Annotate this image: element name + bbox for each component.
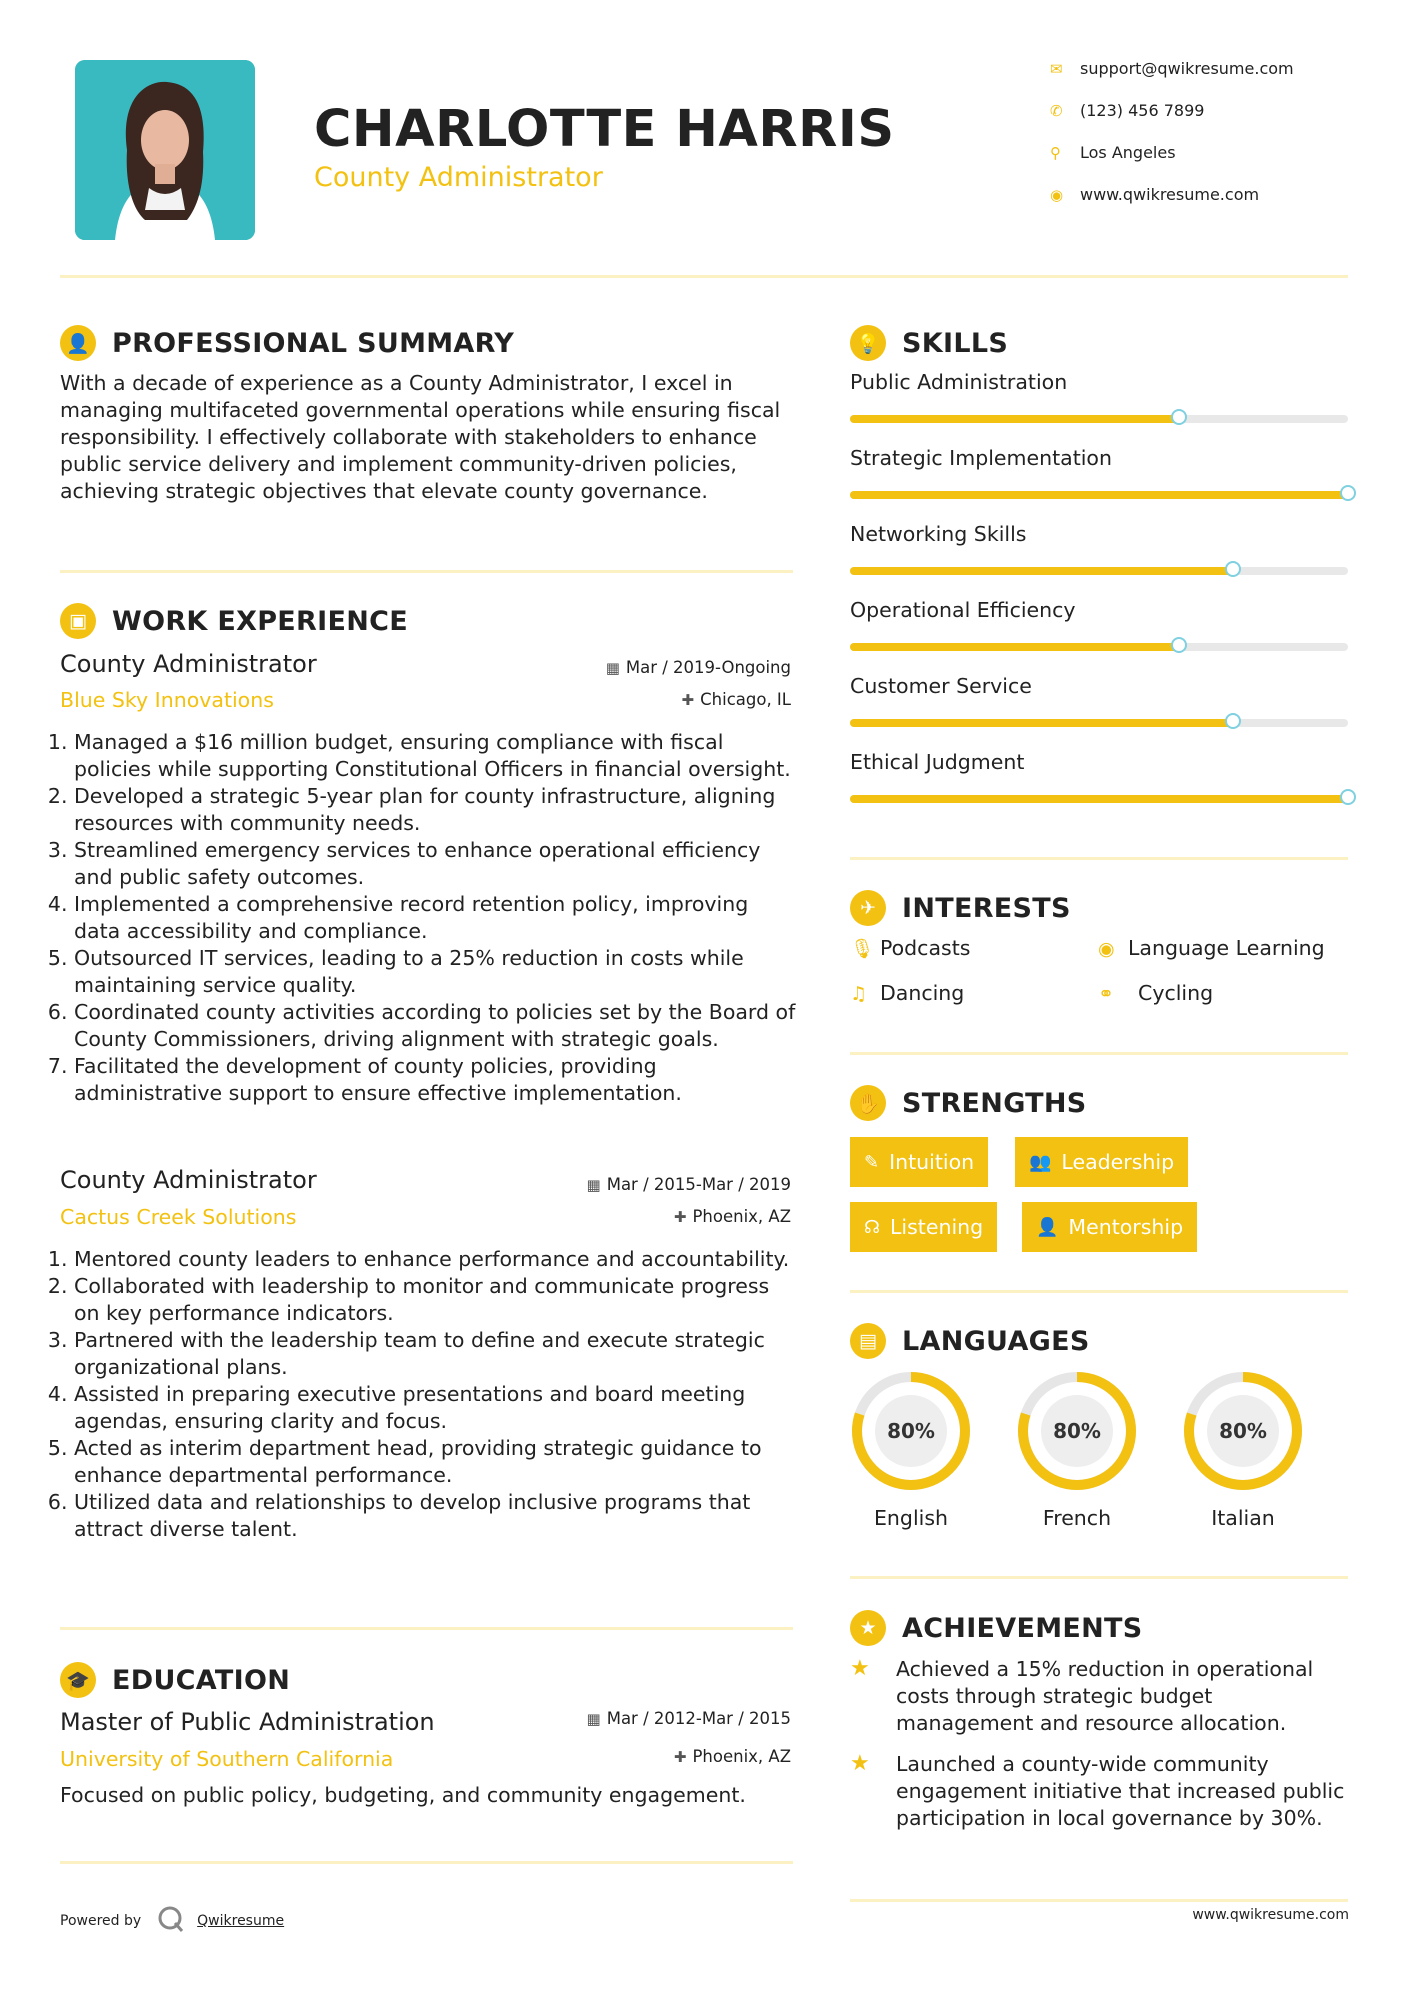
bullet: 4. Assisted in preparing executive presentations and board meeting agendas, ensuring clarity and focus. — [74, 1381, 796, 1435]
strengths-divider — [850, 1290, 1348, 1293]
skill-level-bar — [850, 491, 1348, 499]
job-1-company: Blue Sky Innovations — [60, 688, 274, 712]
strengths-title: STRENGTHS — [902, 1087, 1087, 1119]
calendar-icon: ▦ — [586, 1710, 601, 1728]
education-header — [60, 1662, 290, 1698]
skills-header — [850, 325, 1008, 361]
chair-icon: ▣ — [60, 603, 96, 639]
skill-level-bar — [850, 643, 1348, 651]
hand-icon: ✋ — [850, 1085, 886, 1121]
work-header — [60, 603, 408, 639]
globe-icon: ◉ — [1050, 186, 1064, 204]
achievements-divider — [850, 1899, 1348, 1902]
headphones-icon: ☊ — [864, 1216, 880, 1238]
achievements-title: ACHIEVEMENTS — [902, 1612, 1143, 1644]
interest-dancing: ♫ Dancing — [850, 981, 965, 1005]
candidate-name: CHARLOTTE HARRIS — [314, 100, 895, 159]
work-divider — [60, 1627, 793, 1630]
job-2-dates: ▦ Mar / 2015-Mar / 2019 — [586, 1175, 791, 1194]
bullet: 3. Partnered with the leadership team to define and execute strategic organizational plans. — [74, 1327, 796, 1381]
education-dates: ▦ Mar / 2012-Mar / 2015 — [586, 1709, 791, 1728]
pin-icon: ✚ — [673, 1208, 687, 1226]
languages-header — [850, 1323, 1090, 1359]
skill-level-knob — [1340, 789, 1356, 805]
bullet: 5. Acted as interim department head, providing strategic guidance to enhance departmental performance. — [74, 1435, 796, 1489]
bullet: 1. Managed a $16 million budget, ensuring compliance with fiscal policies while supporting Constitutional Officers in financial oversight. — [74, 729, 796, 783]
skill-level-knob — [1225, 561, 1241, 577]
job-2-location: ✚ Phoenix, AZ — [673, 1207, 791, 1226]
job-1-dates: ▦ Mar / 2019-Ongoing — [605, 658, 791, 677]
language-ring — [1016, 1370, 1138, 1492]
skill-level-fill — [850, 415, 1179, 423]
school: University of Southern California — [60, 1747, 394, 1771]
music-note-icon: ♫ — [850, 983, 868, 1005]
microphone-icon: 🎙 — [850, 938, 875, 960]
education-description: Focused on public policy, budgeting, and community engagement. — [60, 1783, 746, 1807]
contact-location: ⚲ Los Angeles — [1050, 143, 1176, 162]
interests-header — [850, 890, 1071, 926]
graduate-icon: 🎓 — [60, 1662, 96, 1698]
lightbulb-icon: 💡 — [850, 325, 886, 361]
language-percent: 80% — [1219, 1419, 1267, 1443]
skill-level-fill — [850, 491, 1348, 499]
footer-powered-by: Powered by Qwikresume — [60, 1905, 284, 1937]
bullet: 7. Facilitated the development of county policies, providing administrative support to ensure effective implementation. — [74, 1053, 796, 1107]
bullet: 5. Outsourced IT services, leading to a 25% reduction in costs while maintaining service quality. — [74, 945, 796, 999]
bullet: 6. Utilized data and relationships to develop inclusive programs that attract diverse talent. — [74, 1489, 796, 1543]
language-name: English — [873, 1506, 949, 1530]
skills-title: SKILLS — [902, 327, 1009, 359]
bullet: 2. Collaborated with leadership to monitor and communicate progress on key performance indicators. — [74, 1273, 796, 1327]
job-1-location: ✚ Chicago, IL — [681, 690, 791, 709]
group-icon: 👥 — [1029, 1151, 1052, 1173]
skill-level-fill — [850, 643, 1179, 651]
interest-language-learning: ◉ Language Learning — [1098, 936, 1325, 960]
job-1-bullets — [56, 729, 796, 1107]
strength-tag-leadership: 👥 Leadership — [1015, 1137, 1188, 1187]
education-location: ✚ Phoenix, AZ — [673, 1747, 791, 1766]
header-divider — [60, 275, 1348, 278]
strength-tag-listening: ☊ Listening — [850, 1202, 997, 1252]
phone-icon: ✆ — [1050, 102, 1063, 120]
strength-tag-mentorship: 👤 Mentorship — [1022, 1202, 1197, 1252]
interest-cycling: ⚭ Cycling — [1098, 981, 1214, 1005]
star-icon: ★ — [850, 1751, 870, 1776]
location-pin-icon: ⚲ — [1050, 144, 1061, 162]
skill-level-bar — [850, 567, 1348, 575]
user-icon: 👤 — [60, 325, 96, 361]
skill-level-fill — [850, 567, 1233, 575]
skill-level-knob — [1171, 409, 1187, 425]
bicycle-icon: ⚭ — [1098, 983, 1114, 1005]
education-divider — [60, 1861, 793, 1864]
qwikresume-logo-icon — [157, 1905, 185, 1937]
calendar-icon: ▦ — [605, 659, 620, 677]
globe-icon: ◉ — [1098, 938, 1115, 960]
summary-header — [60, 325, 514, 361]
achievements-header — [850, 1610, 1143, 1646]
skill-name: Strategic Implementation — [850, 446, 1112, 470]
interests-divider — [850, 1052, 1348, 1055]
interests-title: INTERESTS — [902, 892, 1071, 924]
skill-name: Ethical Judgment — [850, 750, 1025, 774]
language-percent: 80% — [887, 1419, 935, 1443]
skill-level-bar — [850, 415, 1348, 423]
languages-title: LANGUAGES — [902, 1325, 1090, 1357]
contact-list — [1050, 59, 1350, 227]
language-ring — [1182, 1370, 1304, 1492]
candidate-role: County Administrator — [314, 162, 603, 193]
language-name: French — [1042, 1506, 1112, 1530]
language-percent: 80% — [1053, 1419, 1101, 1443]
star-badge-icon: ★ — [850, 1610, 886, 1646]
bullet: 2. Developed a strategic 5-year plan for county infrastructure, aligning resources with community needs. — [74, 783, 796, 837]
degree: Master of Public Administration — [60, 1708, 435, 1736]
achievement-item: ★ Achieved a 15% reduction in operational costs through strategic budget management and resource allocation. — [850, 1656, 1314, 1735]
job-2-title: County Administrator — [60, 1166, 317, 1194]
paper-plane-icon: ✈ — [850, 890, 886, 926]
email-icon: ✉ — [1050, 60, 1063, 78]
strength-tag-intuition: ✎ Intuition — [850, 1137, 988, 1187]
contact-email[interactable]: ✉ support@qwikresume.com — [1050, 59, 1294, 78]
summary-title: PROFESSIONAL SUMMARY — [112, 327, 515, 359]
pin-icon: ✚ — [673, 1748, 687, 1766]
job-2-company: Cactus Creek Solutions — [60, 1205, 297, 1229]
skill-level-knob — [1340, 485, 1356, 501]
pin-icon: ✚ — [681, 691, 695, 709]
language-card-icon: ▤ — [850, 1323, 886, 1359]
star-icon: ★ — [850, 1656, 870, 1681]
qwikresume-link[interactable]: Qwikresume — [197, 1913, 285, 1929]
achievement-item: ★ Launched a county-wide community engagement initiative that increased public participation in local governance by 30%. — [850, 1751, 1345, 1830]
footer-website[interactable]: www.qwikresume.com — [1192, 1907, 1349, 1923]
summary-divider — [60, 570, 793, 573]
contact-website[interactable]: ◉ www.qwikresume.com — [1050, 185, 1260, 204]
skill-level-knob — [1171, 637, 1187, 653]
skill-level-fill — [850, 719, 1233, 727]
calendar-icon: ▦ — [586, 1176, 601, 1194]
languages-divider — [850, 1576, 1348, 1579]
bullet: 3. Streamlined emergency services to enhance operational efficiency and public safety outcomes. — [74, 837, 796, 891]
strengths-header — [850, 1085, 1087, 1121]
user-plus-icon: 👤 — [1036, 1216, 1059, 1238]
contact-phone[interactable]: ✆ (123) 456 7899 — [1050, 101, 1205, 120]
skill-name: Customer Service — [850, 674, 1032, 698]
job-1-title: County Administrator — [60, 650, 317, 678]
summary-text: With a decade of experience as a County Administrator, I excel in managing multifaceted governmental operations while ensuring fiscal responsibility. I effectively collaborate with stakeholders to enhance public service delivery and implement community-driven policies, achieving strategic objectives that elevate county governance. — [60, 371, 781, 503]
profile-photo — [75, 60, 255, 240]
work-title: WORK EXPERIENCE — [112, 605, 408, 637]
bullet: 4. Implemented a comprehensive record retention policy, improving data accessibility and compliance. — [74, 891, 796, 945]
skill-name: Public Administration — [850, 370, 1068, 394]
skill-name: Networking Skills — [850, 522, 1027, 546]
magic-wand-icon: ✎ — [864, 1151, 880, 1173]
education-title: EDUCATION — [112, 1664, 291, 1696]
skill-name: Operational Efficiency — [850, 598, 1076, 622]
skill-level-bar — [850, 719, 1348, 727]
skill-level-fill — [850, 795, 1348, 803]
language-name: Italian — [1211, 1506, 1275, 1530]
skills-divider — [850, 857, 1348, 860]
skill-level-bar — [850, 795, 1348, 803]
interest-podcasts: 🎙 Podcasts — [850, 936, 971, 960]
bullet: 1. Mentored county leaders to enhance performance and accountability. — [74, 1246, 796, 1273]
job-2-bullets — [56, 1246, 796, 1543]
language-ring — [850, 1370, 972, 1492]
bullet: 6. Coordinated county activities according to policies set by the Board of County Commissioners, driving alignment with strategic goals. — [74, 999, 796, 1053]
skill-level-knob — [1225, 713, 1241, 729]
